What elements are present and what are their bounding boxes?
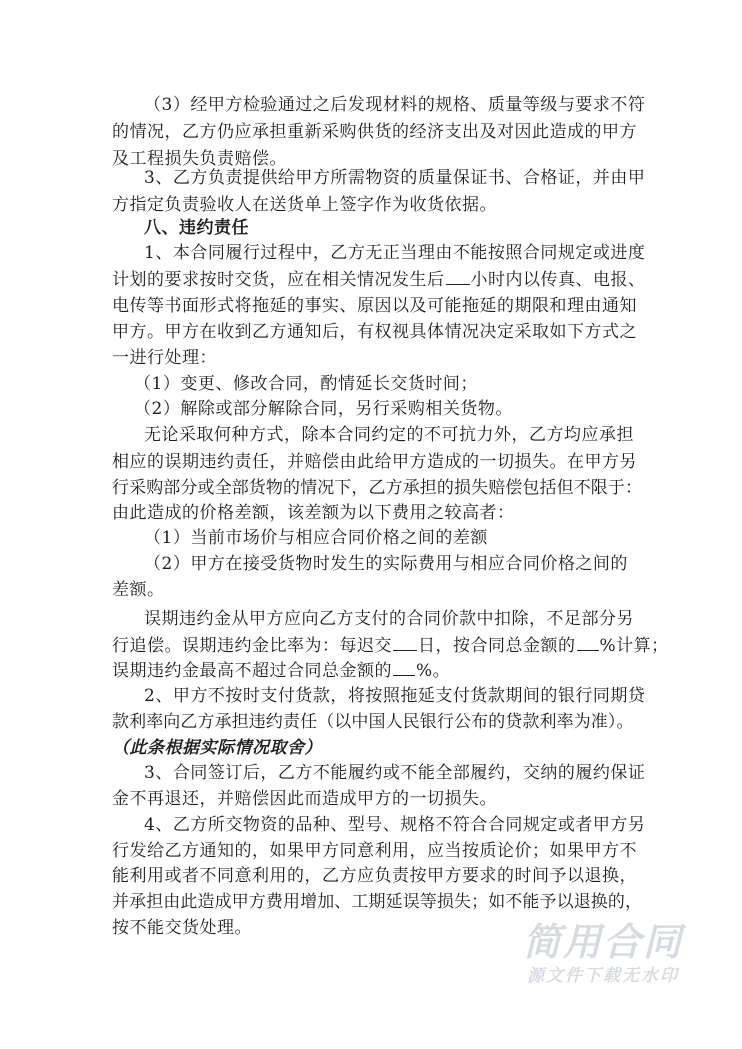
paragraph-line: 能利用或者不同意利用的，乙方应负责按甲方要求的时间予以退换， [112, 866, 637, 886]
text-segment: 行追偿。误期违约金比率为：每迟交 [112, 636, 392, 656]
paragraph-line: 3、乙方负责提供给甲方所需物资的质量保证书、合格证，并由甲 [144, 168, 646, 188]
paragraph-line: （2）甲方在接受货物时发生的实际费用与相应合同价格之间的 [144, 554, 628, 574]
text-segment: 小时内以传真、电报、 [470, 270, 646, 290]
paragraph-line: 并承担由此造成甲方费用增加、工期延误等损失；如不能予以退换的， [112, 892, 643, 912]
paragraph-line: 由此造成的价格差额，该差额为以下费用之较高者： [112, 503, 515, 523]
paragraph-line: （1）当前市场价与相应合同价格之间的差额 [144, 528, 488, 548]
watermark-title: 简用合同 [522, 920, 683, 964]
fill-in-blank [446, 268, 470, 285]
paragraph-line: 方指定负责验收人在送货单上签字作为收货依据。 [112, 195, 497, 215]
paragraph-line: 款利率向乙方承担违约责任（以中国人民银行公布的贷款利率为准）。 [112, 712, 634, 732]
paragraph-line: 金不再退还，并赔偿因此而造成甲方的一切损失。 [112, 789, 497, 809]
paragraph-line: （2）解除或部分解除合同，另行采购相关货物。 [134, 399, 513, 419]
paragraph-line: 的情况，乙方仍应承担重新采购供货的经济支出及对因此造成的甲方 [112, 122, 637, 142]
paragraph-line: 误期违约金从甲方应向乙方支付的合同价款中扣除，不足部分另 [144, 609, 634, 629]
paragraph-line: 一进行处理： [112, 348, 217, 368]
paragraph-line: 4、乙方所交物资的品种、型号、规格不符合合同规定或者甲方另 [144, 815, 646, 835]
text-segment: %。 [416, 661, 451, 681]
paragraph-line: 1、本合同履行过程中，乙方无正当理由不能按照合同规定或进度 [144, 243, 646, 263]
text-segment: %计算； [599, 636, 669, 656]
fill-in-blank [393, 634, 417, 651]
paragraph-line: 及工程损失负责赔偿。 [112, 149, 287, 169]
note-line: （此条根据实际情况取舍） [112, 738, 322, 758]
paragraph-line [112, 634, 669, 657]
fill-in-blank [393, 659, 415, 676]
paragraph-line: 行发给乙方通知的，如果甲方同意利用，应当按质论价；如果甲方不 [112, 841, 637, 861]
paragraph-line: 电传等书面形式将拖延的事实、原因以及可能拖延的期限和理由通知 [112, 296, 637, 316]
text-segment: 日，按合同总金额的 [418, 636, 576, 656]
text-segment: 计划的要求按时交货，应在相关情况发生后 [112, 270, 445, 290]
fill-in-blank [577, 634, 599, 651]
paragraph-line: （3）经甲方检验通过之后发现材料的规格、质量等级与要求不符 [144, 95, 646, 115]
watermark-subtitle: 源文件下载无水印 [527, 966, 679, 986]
paragraph-line: 相应的误期违约责任，并赔偿由此给甲方造成的一切损失。在甲方另 [112, 452, 637, 472]
paragraph-line: 行采购部分或全部货物的情况下，乙方承担的损失赔偿包括但不限于： [112, 478, 643, 498]
watermark [518, 920, 688, 1000]
paragraph-line: 3、合同签订后，乙方不能履约或不能全部履约，交纳的履约保证 [144, 763, 646, 783]
paragraph-line: 无论采取何种方式，除本合同约定的不可抗力外，乙方均应承担 [144, 425, 634, 445]
paragraph-line: 差额。 [112, 580, 165, 600]
paragraph-line: 按不能交货处理。 [112, 918, 252, 938]
paragraph-line: 甲方。甲方在收到乙方通知后，有权视具体情况决定采取如下方式之 [112, 322, 637, 342]
text-segment: 误期违约金最高不超过合同总金额的 [112, 661, 392, 681]
paragraph-line: 2、甲方不按时支付货款，将按照拖延支付货款期间的银行同期贷 [144, 686, 646, 706]
paragraph-line [112, 268, 646, 291]
paragraph-line [112, 659, 632, 682]
section-heading: 八、违约责任 [144, 218, 249, 238]
paragraph-line: （1）变更、修改合同，酌情延长交货时间； [134, 374, 478, 394]
